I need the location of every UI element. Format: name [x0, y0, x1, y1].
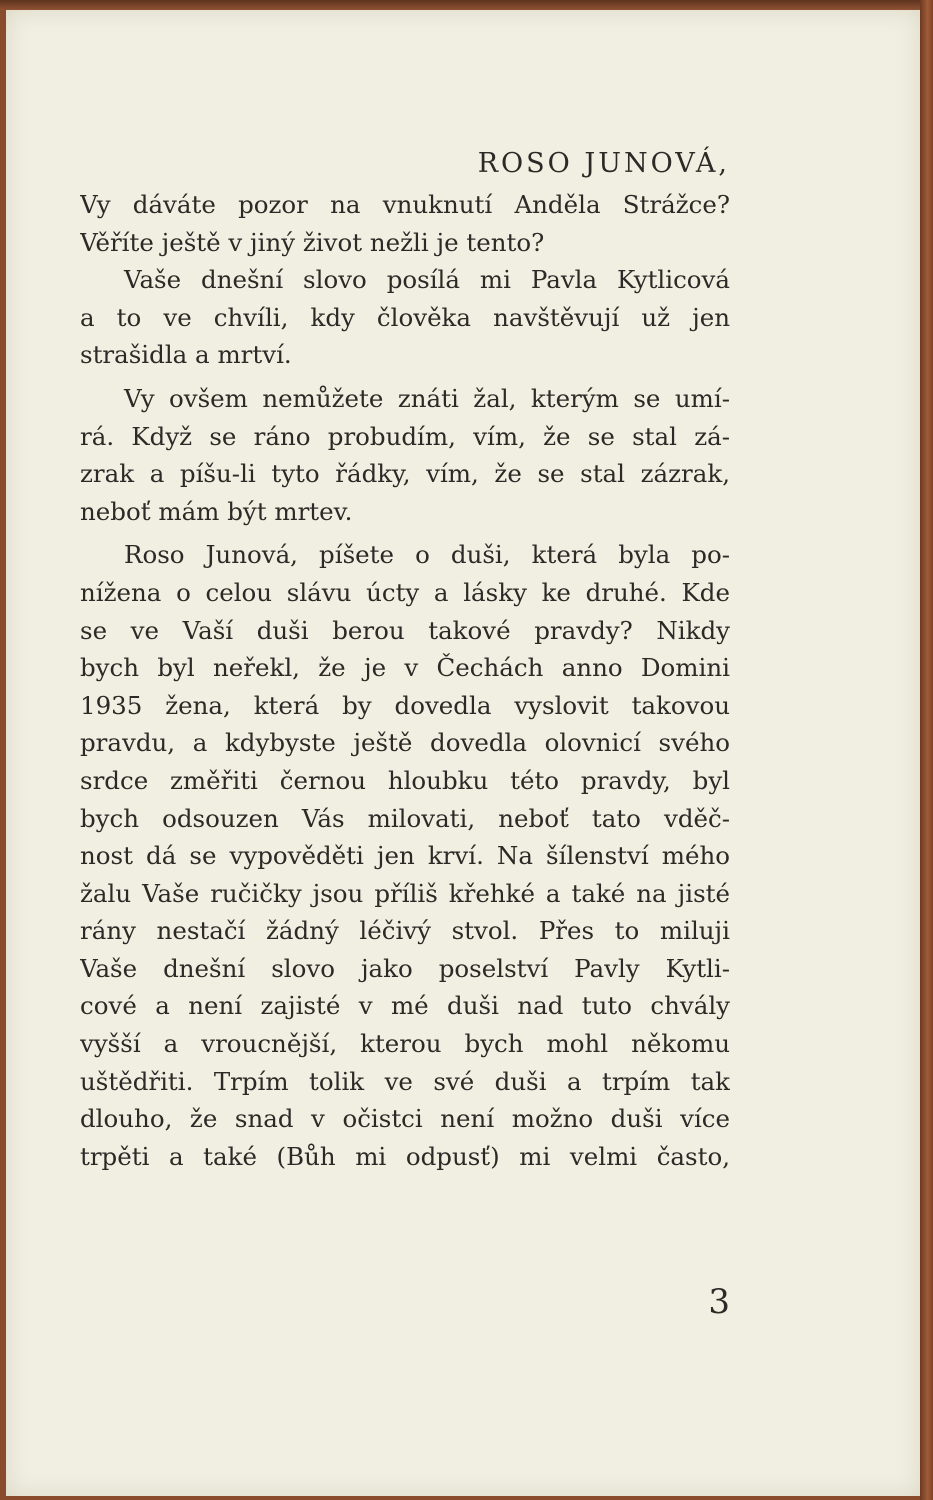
text-line: srdce změřiti černou hloubku této pravdy, byl	[80, 765, 730, 795]
salutation: ROSO JUNOVÁ,	[477, 148, 730, 179]
text-line: Vaše dnešní slovo posílá mi Pavla Kytlicová	[124, 265, 730, 295]
text-line: bych odsouzen Vás milovati, neboť tato vděč-	[80, 803, 730, 833]
text-line: rá. Když se ráno probudím, vím, že se stal zá-	[80, 421, 730, 451]
text-line: zrak a píšu-li tyto řádky, vím, že se stal zázrak,	[80, 459, 730, 489]
text-line: a to ve chvíli, kdy člověka navštěvují už jen	[80, 302, 730, 332]
text-line: Věříte ještě v jiný život nežli je tento?	[80, 227, 545, 257]
book-top-edge	[0, 0, 933, 10]
book-cover-edge	[920, 0, 933, 1500]
text-line: bych byl neřekl, že je v Čechách anno Domini	[80, 653, 730, 683]
text-line: vyšší a vroucnější, kterou bych mohl někomu	[80, 1029, 730, 1059]
text-line: nížena o celou slávu úcty a lásky ke druhé. Kde	[80, 577, 730, 607]
text-line: strašidla a mrtví.	[80, 340, 292, 370]
text-line: pravdu, a kdybyste ještě dovedla olovnicí svého	[80, 728, 730, 758]
page-number: 3	[708, 1282, 730, 1322]
text-line: dlouho, že snad v očistci není možno duši více	[80, 1104, 730, 1134]
text-line: uštědřiti. Trpím tolik ve své duši a trpím tak	[80, 1066, 730, 1096]
text-line: trpěti a také (Bůh mi odpusť) mi velmi často,	[80, 1141, 730, 1171]
text-line: Vy dáváte pozor na vnuknutí Anděla Strážce?	[80, 190, 730, 219]
text-line: Vaše dnešní slovo jako poselství Pavly Kytli-	[80, 953, 730, 983]
text-line: Roso Junová, píšete o duši, která byla po-	[124, 540, 730, 570]
text-line: rány nestačí žádný léčivý stvol. Přes to miluji	[80, 916, 730, 946]
text-line: žalu Vaše ručičky jsou příliš křehké a také na jisté	[80, 878, 730, 908]
text-line: cové a není zajisté v mé duši nad tuto chvály	[80, 991, 730, 1021]
text-line: neboť mám být mrtev.	[80, 496, 353, 526]
text-line: nost dá se vypověděti jen krví. Na šílenství mého	[80, 841, 730, 871]
text-line: 1935 žena, která by dovedla vyslovit takovou	[80, 690, 730, 720]
page-text	[80, 142, 730, 1175]
text-line: se ve Vaší duši berou takové pravdy? Nikdy	[80, 615, 730, 645]
text-line: Vy ovšem nemůžete znáti žal, kterým se umí-	[124, 383, 730, 413]
